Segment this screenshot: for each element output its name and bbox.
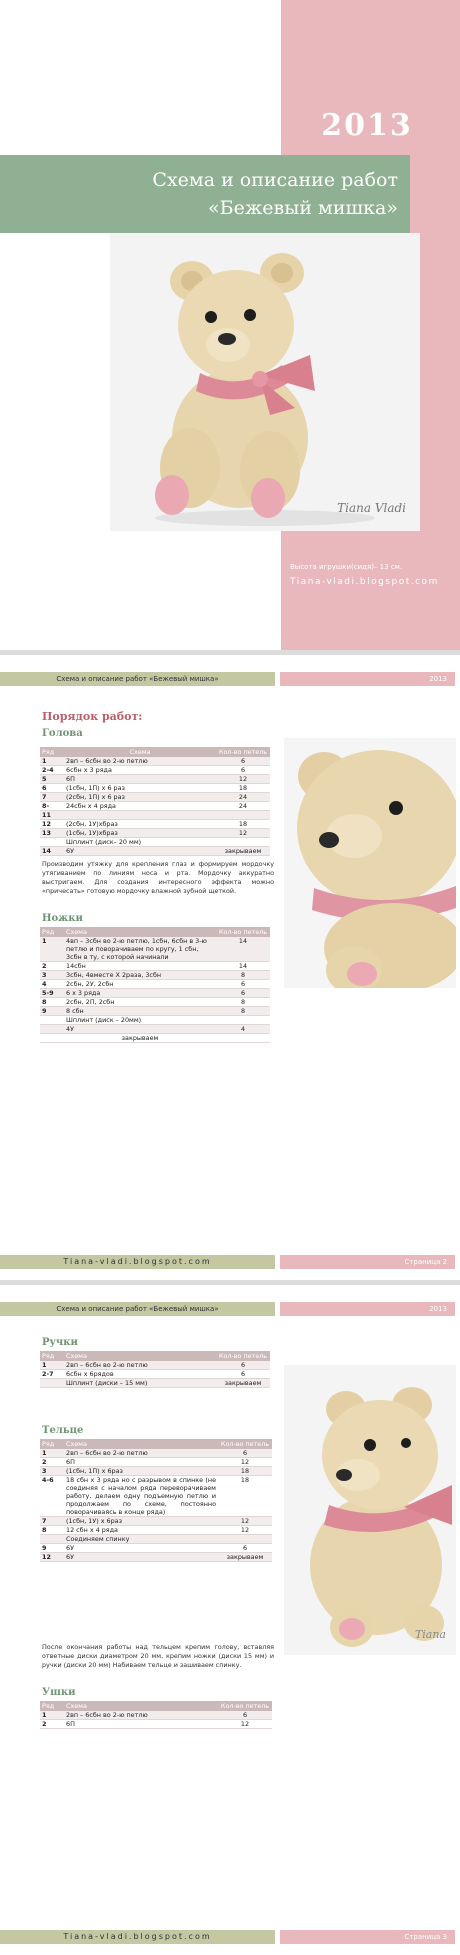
- body-paragraph: После окончания работы над тельцем крепим голову, вставляя ответные диски диаметром 20 мм, крепим ножки (диски 15 мм) и ручки (диски 20 мм) Набиваем тельце и зашиваем спинку.: [42, 1643, 274, 1669]
- table-row: 2-7 6сбн х 6рядов 6: [40, 1370, 270, 1379]
- table-header-row: [40, 1439, 272, 1449]
- head-section-title: Голова: [42, 728, 83, 739]
- table-row: Шплинт (диск – 20мм): [40, 1016, 270, 1025]
- arms-table: [40, 1351, 270, 1388]
- head-table: [40, 747, 270, 856]
- col-scheme: Схема: [64, 747, 216, 757]
- col-scheme: Схема: [64, 1701, 218, 1711]
- table-row: 13 (1сбн, 1У)хбраз 12: [40, 829, 270, 838]
- cover-title-line1: Схема и описание работ: [152, 169, 398, 191]
- body-table: [40, 1439, 272, 1562]
- table-row: 2 6П 12: [40, 1720, 272, 1729]
- table-header-row: [40, 747, 270, 757]
- teddy-bear-icon: [284, 738, 456, 988]
- table-row: 7 (1сбн, 1У) х 6раз 12: [40, 1517, 272, 1526]
- table-row: 2 6П 12: [40, 1458, 272, 1467]
- table-row: 8 2сбн, 2П, 2сбн 8: [40, 998, 270, 1007]
- table-row: 11: [40, 811, 270, 820]
- table-row: 6 (1сбн, 1П) х 6 раз 18: [40, 784, 270, 793]
- table-row: 1 2вп – 6сбн во 2-ю петлю 6: [40, 757, 270, 766]
- col-loops: Кол-во петель: [218, 1439, 272, 1449]
- col-scheme: Схема: [64, 1351, 216, 1361]
- page-footer-number: Страница 2: [280, 1255, 455, 1269]
- cover-title-line2: «Бежевый мишка»: [207, 197, 398, 219]
- teddy-bear-photo: [284, 738, 456, 988]
- table-row: 1 2вп – 6сбн во 2-ю петлю 6: [40, 1361, 270, 1370]
- order-heading: Порядок работ:: [42, 710, 143, 723]
- col-row: Ряд: [40, 1351, 64, 1361]
- table-row: 5 6П 12: [40, 775, 270, 784]
- table-row: Шплинт (диск– 20 мм): [40, 838, 270, 847]
- ears-table: [40, 1701, 272, 1729]
- cover-height-note: Высота игрушки(сидя)– 13 см.: [290, 563, 403, 571]
- table-header-row: [40, 1701, 272, 1711]
- legs-table: [40, 927, 270, 1043]
- table-row: Шплинт (диски – 15 мм) закрываем: [40, 1379, 270, 1388]
- table-row: 5-9 6 х 3 ряда 6: [40, 989, 270, 998]
- table-header-row: [40, 1351, 270, 1361]
- page-3: [0, 1285, 460, 1955]
- table-row: 3 (1сбн, 1П) х 6раз 18: [40, 1467, 272, 1476]
- cover-signature: Tiana Vladi: [337, 501, 406, 515]
- arms-section-title: Ручки: [42, 1337, 78, 1348]
- page-footer-site[interactable]: Tiana-vladi.blogspot.com: [0, 1255, 275, 1269]
- table-row: 2-4 6сбн х 3 ряда 6: [40, 766, 270, 775]
- col-row: Ряд: [40, 747, 64, 757]
- table-row: 3 3сбн, 4вместе Х 2раза, 3сбн 8: [40, 971, 270, 980]
- table-row: закрываем: [40, 1034, 270, 1043]
- col-loops: Кол-во петель: [216, 1351, 270, 1361]
- table-row: 1 2вп – 6сбн во 2-ю петлю 6: [40, 1711, 272, 1720]
- table-row: 4-6 18 сбн х 3 ряда но с разрывом в спинке (не соединяя с началом ряда переворачиваем работу, делаем одну подъемную петлю и продолжаем по схеме, постоянно поворачиваясь в конце ряда) 18: [40, 1476, 272, 1517]
- page-header-title: Схема и описание работ «Бежевый мишка»: [0, 672, 275, 686]
- page-header-year: 2013: [280, 672, 455, 686]
- page-footer-site[interactable]: Tiana-vladi.blogspot.com: [0, 1930, 275, 1944]
- table-row: 14 6У закрываем: [40, 847, 270, 856]
- page-2: [0, 655, 460, 1280]
- table-row: 8 12 сбн х 4 ряда 12: [40, 1526, 272, 1535]
- col-scheme: Схема: [64, 927, 216, 937]
- table-row: 1 2вп – 6сбн во 2-ю петлю 6: [40, 1449, 272, 1458]
- col-scheme: Схема: [64, 1439, 218, 1449]
- head-paragraph: Производим утяжку для крепления глаз и формируем мордочку утягиванием по линиям носа и рта. Мордочку аккуратно выстригаем. Для создания интересного эффекта можно «причесать» готовую мордочку влажной зубной щеткой.: [42, 860, 274, 895]
- table-row: 12 6У закрываем: [40, 1553, 272, 1562]
- table-row: 12 (2сбн, 1У)хбраз 18: [40, 820, 270, 829]
- teddy-bear-icon: [110, 233, 420, 531]
- teddy-bear-photo: [284, 1365, 456, 1655]
- col-row: Ряд: [40, 1439, 64, 1449]
- cover-page: [0, 0, 460, 650]
- cover-title-bar: [0, 155, 410, 233]
- col-row: Ряд: [40, 927, 64, 937]
- table-row: 8- 24сбн х 4 ряда 24: [40, 802, 270, 811]
- table-header-row: [40, 927, 270, 937]
- table-row: 9 6У 6: [40, 1544, 272, 1553]
- col-loops: Кол-во петель: [216, 927, 270, 937]
- table-row: 7 (2сбн, 1П) х 6 раз 24: [40, 793, 270, 802]
- page-footer-number: Страница 3: [280, 1930, 455, 1944]
- cover-year: 2013: [321, 108, 413, 143]
- legs-section-title: Ножки: [42, 913, 83, 924]
- col-loops: Кол-во петель: [218, 1701, 272, 1711]
- col-row: Ряд: [40, 1701, 64, 1711]
- cover-site-link[interactable]: Tiana-vladi.blogspot.com: [290, 577, 439, 587]
- table-row: Соединяем спинку: [40, 1535, 272, 1544]
- col-loops: Кол-во петель: [216, 747, 270, 757]
- photo-signature: Tiana: [414, 1628, 446, 1641]
- table-row: 4У 4: [40, 1025, 270, 1034]
- table-row: 1 4вп – 3сбн во 2-ю петлю, 1сбн, 6сбн в 3-ю петлю и поворачиваем по кругу, 1 сбн, 3сбн в ту, с которой начинали 14: [40, 937, 270, 962]
- page-header-year: 2013: [280, 1302, 455, 1316]
- table-row: 2 14сбн 14: [40, 962, 270, 971]
- page-header-title: Схема и описание работ «Бежевый мишка»: [0, 1302, 275, 1316]
- table-row: 9 8 сбн 8: [40, 1007, 270, 1016]
- ears-section-title: Ушки: [42, 1687, 76, 1698]
- body-section-title: Тельце: [42, 1425, 84, 1436]
- teddy-bear-photo: [110, 233, 420, 531]
- table-row: 4 2сбн, 2У, 2сбн 6: [40, 980, 270, 989]
- teddy-bear-icon: [284, 1365, 456, 1655]
